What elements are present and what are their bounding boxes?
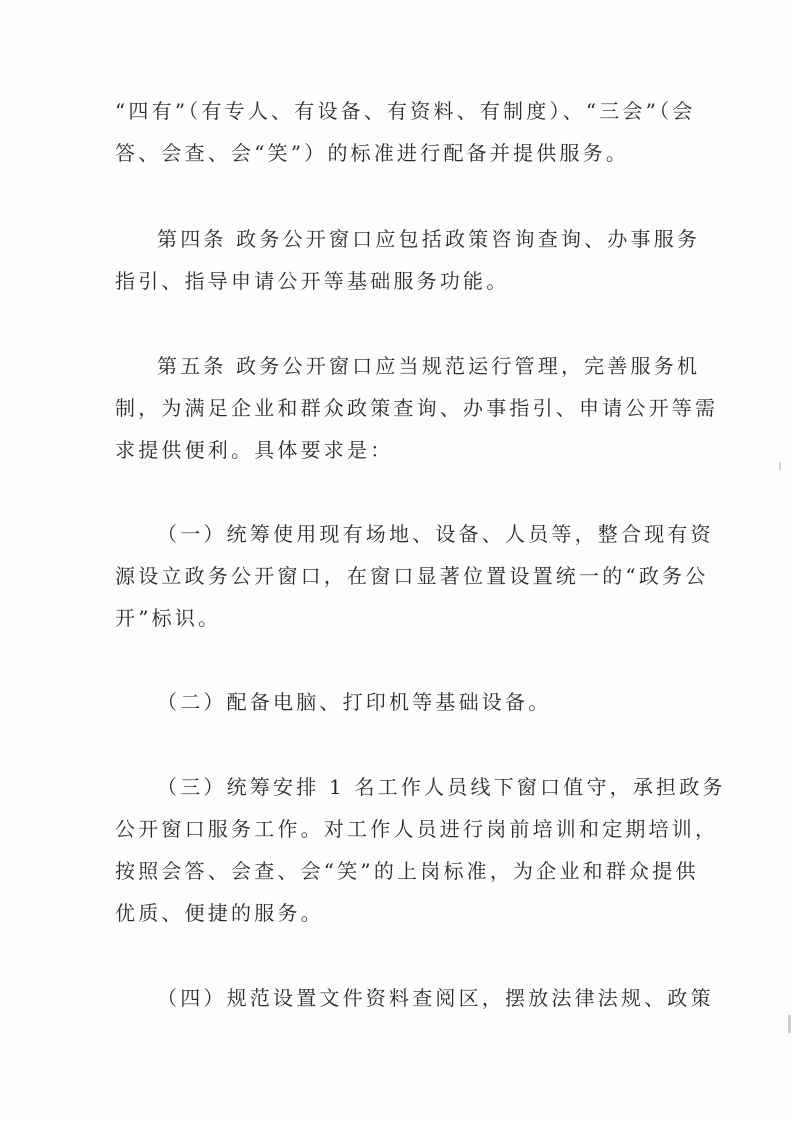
- item-2-line: （二）配备电脑、打印机等基础设备。: [157, 690, 552, 714]
- item-1-line: 源设立政务公开窗口，在窗口显著位置设置统一的“政务公: [115, 564, 709, 588]
- item-3-line: （三）统筹安排 1 名工作人员线下窗口值守，承担政务: [157, 775, 726, 799]
- article-5-line: 第五条 政务公开窗口应当规范运行管理，完善服务机: [157, 354, 701, 378]
- item-3-line: 公开窗口服务工作。对工作人员进行岗前培训和定期培训，: [115, 817, 719, 841]
- item-1-line: 开”标识。: [115, 606, 222, 630]
- scan-speck: [779, 462, 781, 470]
- article-5-line: 制，为满足企业和群众政策查询、办事指引、申请公开等需: [115, 396, 719, 420]
- item-1-line: （一）统筹使用现有场地、设备、人员等，整合现有资: [157, 522, 714, 546]
- paragraph-line: “四有”（有专人、有设备、有资料、有制度）、“三会”（会: [115, 99, 696, 123]
- item-3-line: 优质、便捷的服务。: [115, 901, 324, 925]
- item-4-line: （四）规范设置文件资料查阅区，摆放法律法规、政策: [157, 986, 714, 1010]
- article-4-line: 指引、指导申请公开等基础服务功能。: [115, 269, 510, 293]
- item-3-line: 按照会答、会查、会“笑”的上岗标准，为企业和群众提供: [115, 859, 699, 883]
- article-4-line: 第四条 政务公开窗口应包括政策咨询查询、办事服务: [157, 227, 701, 251]
- scan-speck: [788, 1015, 791, 1033]
- paragraph-line: 答、会查、会“笑”）的标准进行配备并提供服务。: [115, 141, 630, 165]
- article-5-line: 求提供便利。具体要求是：: [115, 438, 394, 462]
